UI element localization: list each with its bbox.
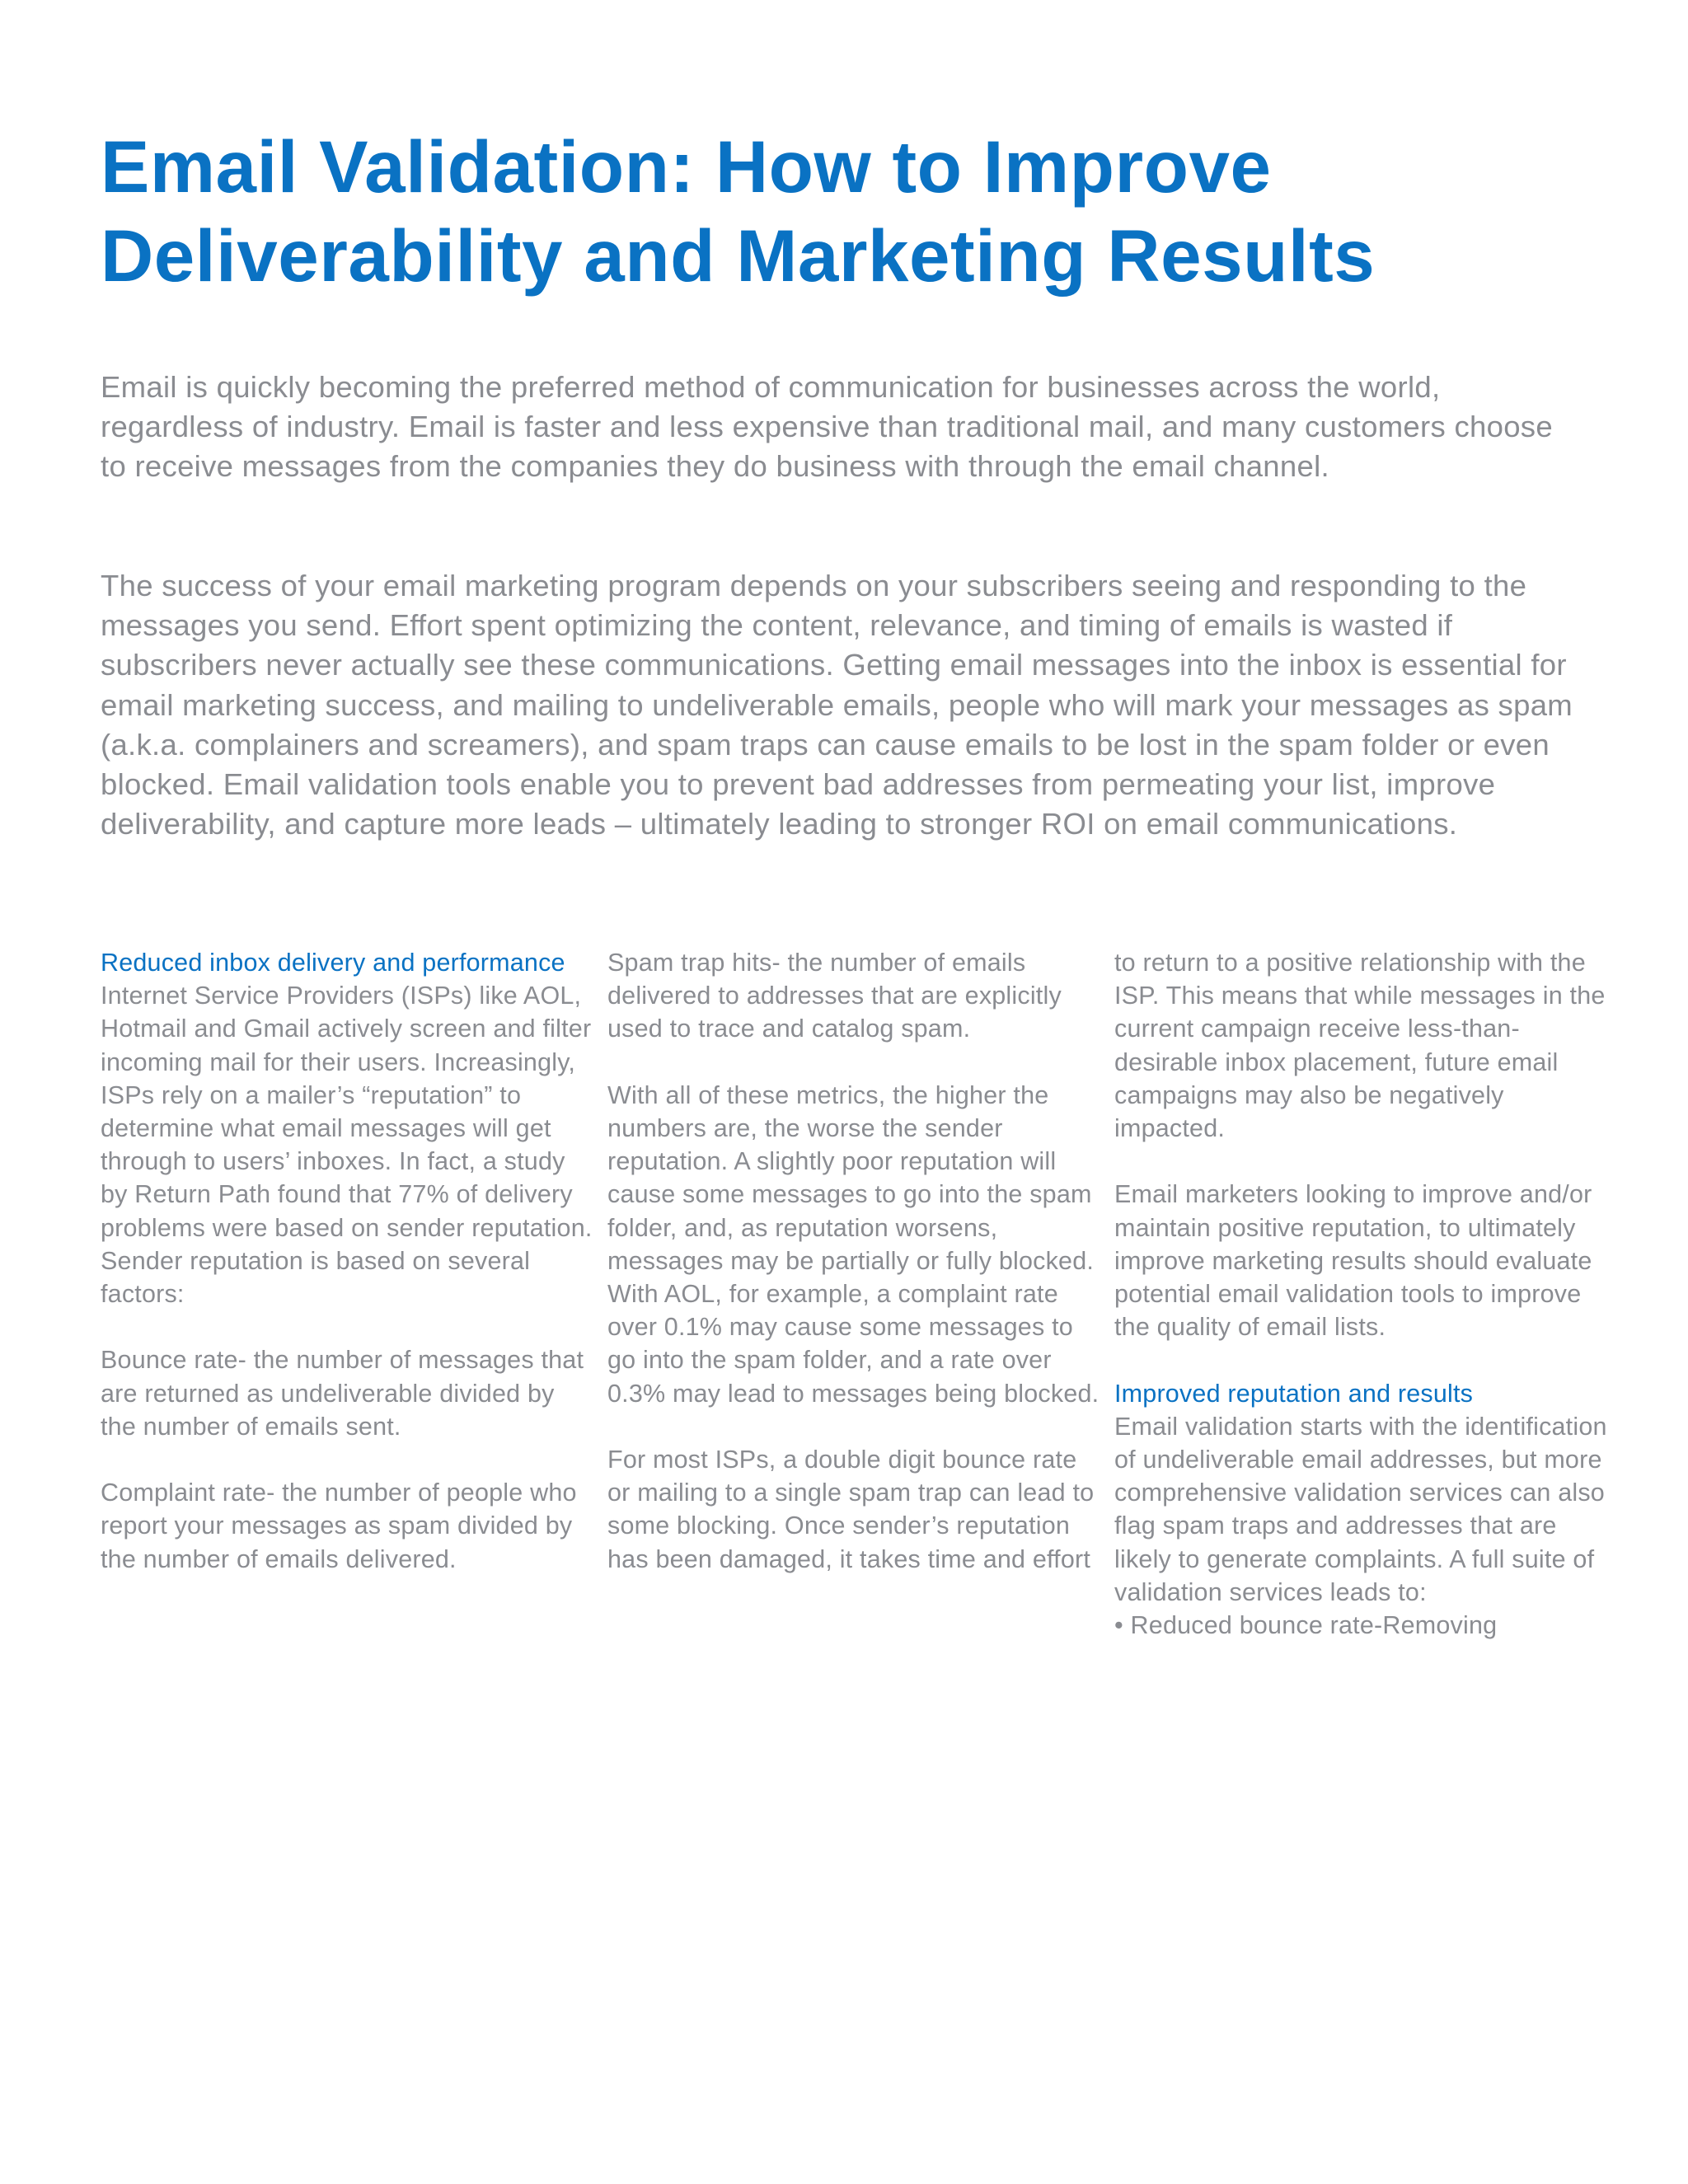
- continued-paragraph: to return to a positive relationship with the ISP. This means that while messages in the current campaign receive less-than-desirable inbox placement, future email campaigns may also be negatively impacted.: [1114, 949, 1606, 1143]
- metrics-paragraph: With all of these metrics, the higher the numbers are, the worse the sender reputation. A slightly poor reputation will cause some messages to go into the spam folder, and, as reputation worsens, messages may be partially or fully blocked. With AOL, for example, a complaint rate over 0.1% may cause some messages to go into the spam folder, and a rate over 0.3% may lead to messages being blocked.: [607, 1080, 1100, 1408]
- column-1: [101, 946, 595, 1609]
- intro-paragraph-1: Email is quickly becoming the preferred method of communication for businesses across the world, regardless of industry. Email is faster and less expensive than traditional mail, and many customers choose to receive messages from the companies they do business with through the email channel.: [101, 370, 1553, 484]
- page-title: [101, 122, 1601, 300]
- title-line-1: Email Validation: How to Improve: [101, 125, 1272, 208]
- bullet-item: • Reduced bounce rate-Removing: [1114, 1611, 1498, 1640]
- isps-blocking-paragraph: For most ISPs, a double digit bounce rate or mailing to a single spam trap can lead to some blocking. Once sender’s reputation has been damaged, it takes time and effort: [607, 1446, 1095, 1573]
- validation-paragraph: Email validation starts with the identification of undeliverable email addresses, but more comprehensive validation services can also flag spam traps and addresses that are likely to generate complaints. A full suite of validation services leads to:: [1114, 1412, 1607, 1606]
- bounce-rate-paragraph: Bounce rate- the number of messages that are returned as undeliverable divided by the number of emails sent.: [101, 1346, 584, 1441]
- isp-reputation-paragraph: Internet Service Providers (ISPs) like AOL, Hotmail and Gmail actively screen and filter incoming mail for their users. Increasingly, ISPs rely on a mailer’s “reputation” to determine what email messages will get through to users’ inboxes. In fact, a study by Return Path found that 77% of delivery problems were based on sender reputation. Sender reputation is based on several factors:: [101, 982, 593, 1309]
- section-heading-reduced-delivery: [101, 946, 595, 979]
- section-heading-improved-reputation: [1114, 1377, 1609, 1410]
- complaint-rate-paragraph: Complaint rate- the number of people who report your messages as spam divided by the number of emails delivered.: [101, 1479, 577, 1573]
- column-3: [1114, 946, 1609, 1642]
- intro-paragraph-2: The success of your email marketing program depends on your subscribers seeing and responding to the messages you send. Effort spent optimizing the content, relevance, and timing of emails is wasted if subscribers never actually see these communications. Getting email messages into the inbox is essential for email marketing success, and mailing to undeliverable emails, people who will mark your messages as spam (a.k.a. complainers and screamers), and spam traps can cause emails to be lost in the spam folder or even blocked. Email validation tools enable you to prevent bad addresses from permeating your list, improve deliverability, and capture more leads – ultimately leading to stronger ROI on email communications.: [101, 569, 1573, 841]
- section-heading-text: Improved reputation and results: [1114, 1379, 1474, 1408]
- section-heading-text: Reduced inbox delivery and performance: [101, 949, 565, 977]
- spam-trap-paragraph: Spam trap hits- the number of emails delivered to addresses that are explicitly used to trace and catalog spam.: [607, 949, 1062, 1043]
- title-line-2: Deliverability and Marketing Results: [101, 214, 1376, 297]
- column-2: [607, 946, 1102, 1609]
- marketers-paragraph: Email marketers looking to improve and/or maintain positive reputation, to ultimately improve marketing results should evaluate potential email validation tools to improve the quality of email lists.: [1114, 1180, 1592, 1342]
